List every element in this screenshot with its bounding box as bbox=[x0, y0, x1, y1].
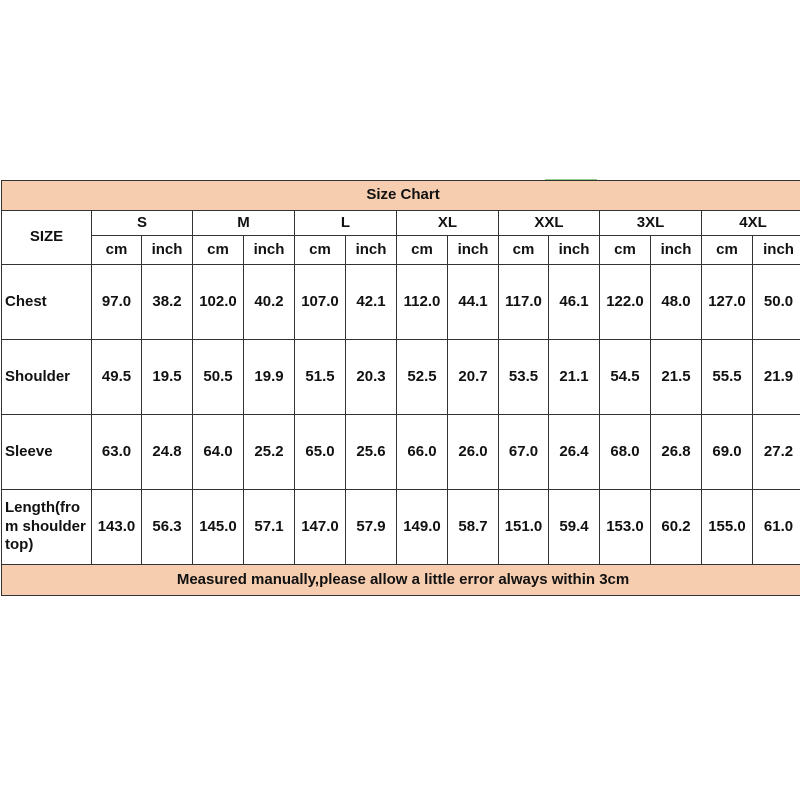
table-cell: 69.0 bbox=[702, 415, 753, 490]
table-cell: 56.3 bbox=[142, 490, 193, 565]
footer-row bbox=[2, 565, 800, 596]
table-cell: 50.5 bbox=[193, 340, 244, 415]
size-col-header: XXL bbox=[499, 211, 600, 236]
size-header-row bbox=[2, 211, 800, 236]
table-cell: 48.0 bbox=[651, 265, 702, 340]
table-cell: 40.2 bbox=[244, 265, 295, 340]
size-col-header: XL bbox=[397, 211, 499, 236]
table-row bbox=[2, 265, 800, 340]
table-cell: 63.0 bbox=[92, 415, 142, 490]
table-cell: 20.7 bbox=[448, 340, 499, 415]
table-cell: 21.5 bbox=[651, 340, 702, 415]
table-cell: 25.2 bbox=[244, 415, 295, 490]
table-cell: 65.0 bbox=[295, 415, 346, 490]
unit-header: inch bbox=[651, 236, 702, 265]
table-cell: 59.4 bbox=[549, 490, 600, 565]
table-cell: 145.0 bbox=[193, 490, 244, 565]
unit-header: cm bbox=[295, 236, 346, 265]
row-label bbox=[2, 490, 92, 565]
size-col-header: 3XL bbox=[600, 211, 702, 236]
table-row bbox=[2, 415, 800, 490]
table-cell: 27.2 bbox=[753, 415, 800, 490]
table-cell: 50.0 bbox=[753, 265, 800, 340]
table-cell: 143.0 bbox=[92, 490, 142, 565]
table-cell: 67.0 bbox=[499, 415, 549, 490]
unit-header: inch bbox=[346, 236, 397, 265]
table-cell: 26.4 bbox=[549, 415, 600, 490]
table-cell: 117.0 bbox=[499, 265, 549, 340]
table-row bbox=[2, 490, 800, 565]
table-cell: 151.0 bbox=[499, 490, 549, 565]
table-row bbox=[2, 340, 800, 415]
table-cell: 19.9 bbox=[244, 340, 295, 415]
table-cell: 66.0 bbox=[397, 415, 448, 490]
size-col-header: M bbox=[193, 211, 295, 236]
table-cell: 147.0 bbox=[295, 490, 346, 565]
size-col-header: S bbox=[92, 211, 193, 236]
table-cell: 46.1 bbox=[549, 265, 600, 340]
table-cell: 19.5 bbox=[142, 340, 193, 415]
table-cell: 127.0 bbox=[702, 265, 753, 340]
row-label: Shoulder bbox=[2, 340, 92, 415]
table-cell: 57.9 bbox=[346, 490, 397, 565]
table-cell: 55.5 bbox=[702, 340, 753, 415]
table-cell: 42.1 bbox=[346, 265, 397, 340]
title-row bbox=[2, 181, 800, 211]
unit-header: inch bbox=[549, 236, 600, 265]
table-cell: 54.5 bbox=[600, 340, 651, 415]
table-cell: 64.0 bbox=[193, 415, 244, 490]
row-label-line: Length(fro bbox=[5, 498, 80, 516]
unit-header-row bbox=[2, 236, 800, 265]
table-cell: 112.0 bbox=[397, 265, 448, 340]
unit-header: cm bbox=[600, 236, 651, 265]
unit-header: inch bbox=[244, 236, 295, 265]
row-label-line: top) bbox=[5, 536, 34, 554]
size-header-label: SIZE bbox=[2, 211, 92, 265]
table-cell: 51.5 bbox=[295, 340, 346, 415]
table-cell: 58.7 bbox=[448, 490, 499, 565]
unit-header: cm bbox=[397, 236, 448, 265]
table-cell: 26.8 bbox=[651, 415, 702, 490]
size-col-header: L bbox=[295, 211, 397, 236]
table-cell: 52.5 bbox=[397, 340, 448, 415]
unit-header: cm bbox=[193, 236, 244, 265]
unit-header: cm bbox=[499, 236, 549, 265]
size-chart-table bbox=[1, 180, 800, 596]
table-cell: 149.0 bbox=[397, 490, 448, 565]
table-cell: 155.0 bbox=[702, 490, 753, 565]
table-cell: 60.2 bbox=[651, 490, 702, 565]
unit-header: inch bbox=[448, 236, 499, 265]
table-cell: 102.0 bbox=[193, 265, 244, 340]
table-cell: 153.0 bbox=[600, 490, 651, 565]
table-cell: 20.3 bbox=[346, 340, 397, 415]
row-label: Sleeve bbox=[2, 415, 92, 490]
table-cell: 122.0 bbox=[600, 265, 651, 340]
table-cell: 49.5 bbox=[92, 340, 142, 415]
footer-note: Measured manually,please allow a little error always within 3cm bbox=[2, 565, 800, 596]
table-cell: 97.0 bbox=[92, 265, 142, 340]
table-cell: 107.0 bbox=[295, 265, 346, 340]
row-label-line: m shoulder bbox=[5, 517, 86, 535]
unit-header: inch bbox=[753, 236, 800, 265]
table-cell: 21.9 bbox=[753, 340, 800, 415]
size-col-header: 4XL bbox=[702, 211, 800, 236]
table-cell: 26.0 bbox=[448, 415, 499, 490]
row-label: Chest bbox=[2, 265, 92, 340]
table-cell: 44.1 bbox=[448, 265, 499, 340]
unit-header: cm bbox=[92, 236, 142, 265]
table-cell: 24.8 bbox=[142, 415, 193, 490]
unit-header: cm bbox=[702, 236, 753, 265]
table-cell: 53.5 bbox=[499, 340, 549, 415]
table-cell: 25.6 bbox=[346, 415, 397, 490]
unit-header: inch bbox=[142, 236, 193, 265]
table-cell: 57.1 bbox=[244, 490, 295, 565]
table-cell: 61.0 bbox=[753, 490, 800, 565]
chart-title: Size Chart bbox=[2, 181, 800, 211]
table-cell: 21.1 bbox=[549, 340, 600, 415]
table-cell: 68.0 bbox=[600, 415, 651, 490]
table-cell: 38.2 bbox=[142, 265, 193, 340]
